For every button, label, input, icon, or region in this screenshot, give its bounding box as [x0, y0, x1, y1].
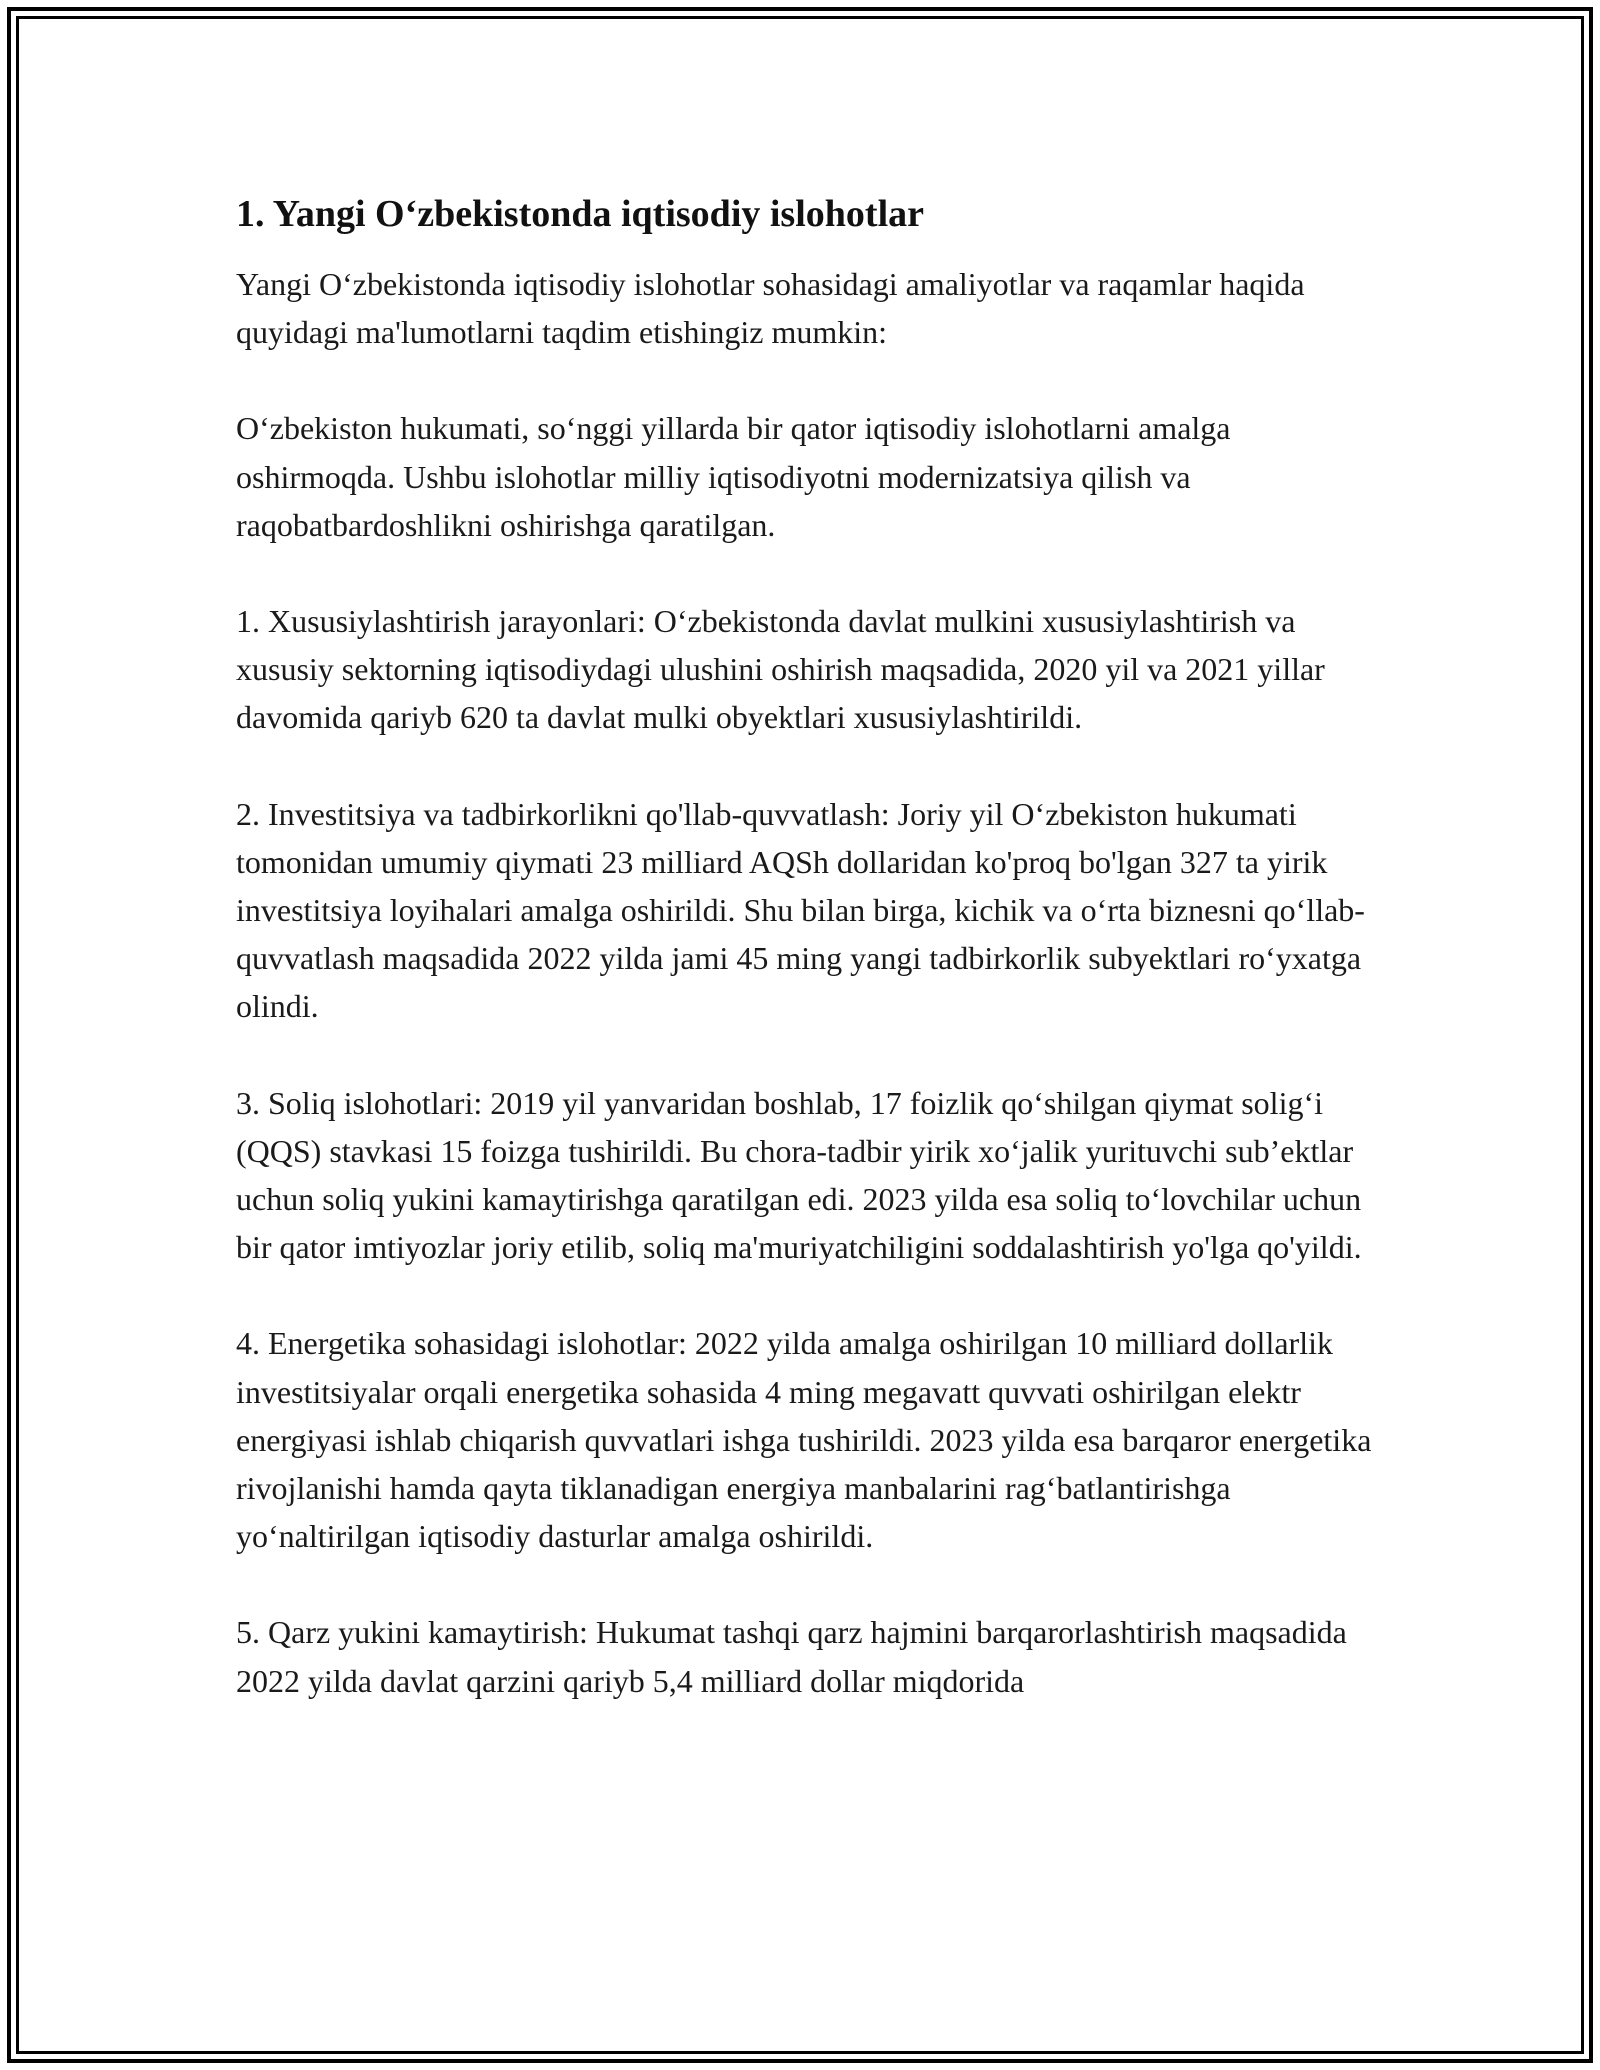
document-body: [236, 188, 1386, 1753]
document-title: 1. Yangi O‘zbekistonda iqtisodiy islohotlar: [236, 193, 924, 235]
investment-paragraph: 2. Investitsiya va tadbirkorlikni qo'llab-quvvatlash: Joriy yil O‘zbekiston hukumati tomonidan umumiy qiymati 23 milliard AQSh dollaridan ko'proq bo'lgan 327 ta yirik investitsiya loyihalari amalga oshirildi. Shu bilan birga, kichik va o‘rta biznesni qo‘llab-quvvatlash maqsadida 2022 yilda jami 45 ming yangi tadbirkorlik subyektlari ro‘yxatga olindi.: [236, 795, 1365, 1025]
energy-reform-paragraph: 4. Energetika sohasidagi islohotlar: 2022 yilda amalga oshirilgan 10 milliard dollarlik investitsiyalar orqali energetika sohasida 4 ming megavatt quvvati oshirilgan elektr energiyasi ishlab chiqarish quvvatlari ishga tushirildi. 2023 yilda esa barqaror energetika rivojlanishi hamda qayta tiklanadigan energiya manbalarini rag‘batlantirishga yo‘naltirilgan iqtisodiy dasturlar amalga oshirildi.: [236, 1325, 1372, 1555]
tax-reform-paragraph: 3. Soliq islohotlari: 2019 yil yanvaridan boshlab, 17 foizlik qo‘shilgan qiymat solig‘i (QQS) stavkasi 15 foizga tushirildi. Bu chora-tadbir yirik xo‘jalik yurituvchi sub’ektlar uchun soliq yukini kamaytirishga qaratilgan edi. 2023 yilda esa soliq to‘lovchilar uchun bir qator imtiyozlar joriy etilib, soliq ma'muriyatchiligini soddalashtirish yo'lga qo'yildi.: [236, 1084, 1362, 1266]
debt-reduction-paragraph: 5. Qarz yukini kamaytirish: Hukumat tashqi qarz hajmini barqarorlashtirish maqsadida 2022 yilda davlat qarzini qariyb 5,4 milliard dollar miqdorida: [236, 1614, 1347, 1699]
privatization-paragraph: 1. Xususiylashtirish jarayonlari: O‘zbekistonda davlat mulkini xususiylashtirish va xususiy sektorning iqtisodiydagi ulushini oshirish maqsadida, 2020 yil va 2021 yillar davomida qariyb 620 ta davlat mulki obyektlari xususiylashtirildi.: [236, 603, 1325, 736]
intro-paragraph: Yangi O‘zbekistonda iqtisodiy islohotlar sohasidagi amaliyotlar va raqamlar haqida quyidagi ma'lumotlarni taqdim etishingiz mumkin:: [236, 266, 1305, 351]
overview-paragraph: O‘zbekiston hukumati, so‘nggi yillarda bir qator iqtisodiy islohotlarni amalga oshirmoqda. Ushbu islohotlar milliy iqtisodiyotni modernizatsiya qilish va raqobatbardoshlikni oshirishga qaratilgan.: [236, 410, 1231, 543]
